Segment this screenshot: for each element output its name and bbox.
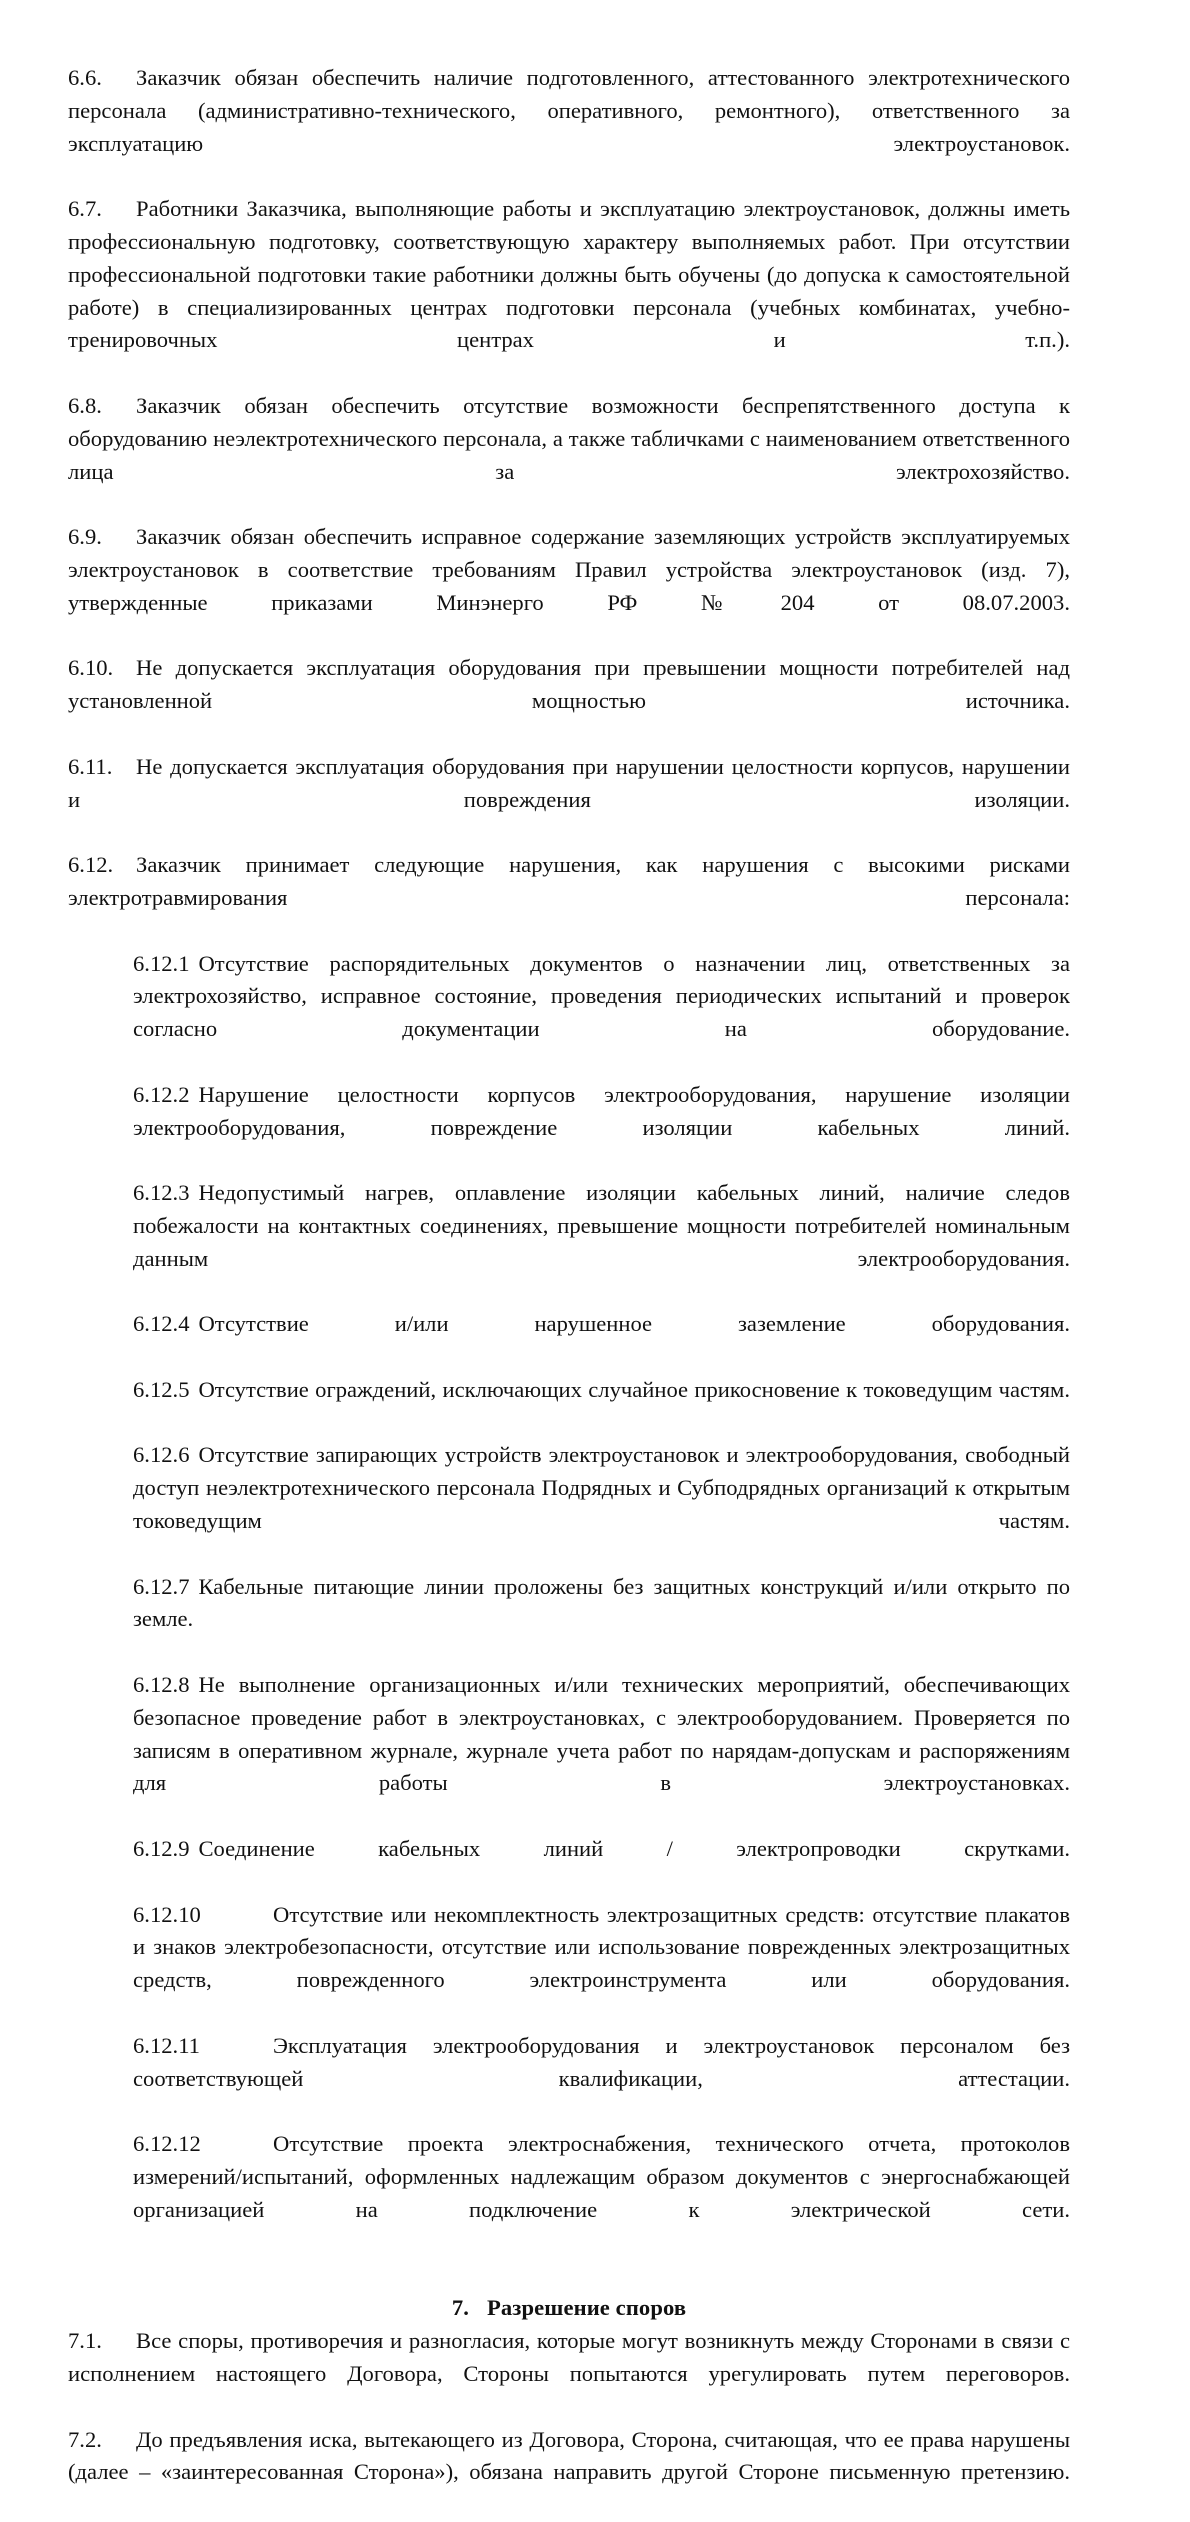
subclause-6-12-4 xyxy=(68,1308,1070,1374)
clause-number: 7.2. xyxy=(68,2426,102,2452)
subclause-6-12-6 xyxy=(68,1439,1070,1570)
subclause-number: 6.12.10 xyxy=(133,1901,201,1927)
clause-text: Работники Заказчика, выполняющие работы и эксплуатацию электроустановок, должны иметь профессиональную подготовку, соответствующую характеру выполняемых работ. При отсутствии профессиональной подготовки такие работники должны быть обучены (до допуска к самостоятельной работе) в специализированных центрах подготовки персонала (учебных комбинатах, учебно-тренировочных центрах и т.п.). xyxy=(68,196,1070,353)
subclause-number: 6.12.1 xyxy=(133,950,190,976)
subclause-text: Не выполнение организационных и/или технических мероприятий, обеспечивающих безопасное проведение работ в электроустановках, с электрооборудованием. Проверяется по записям в оперативном журнале, журнале учета работ по нарядам-допускам и распоряжениям для работы в электроустановках. xyxy=(133,1672,1070,1796)
subclause-6-12-7 xyxy=(68,1571,1070,1669)
clause-number: 6.11. xyxy=(68,753,113,779)
subclause-text: Отсутствие ограждений, исключающих случайное прикосновение к токоведущим частям. xyxy=(198,1376,1070,1402)
subclause-text: Кабельные питающие линии проложены без защитных конструкций и/или открыто по земле. xyxy=(133,1573,1070,1632)
clause-text: Не допускается эксплуатация оборудования при превышении мощности потребителей над установленной мощностью источника. xyxy=(68,655,1070,714)
subclause-text: Отсутствие запирающих устройств электроустановок и электрооборудования, свободный доступ неэлектротехнического персонала Подрядных и Субподрядных организаций к открытым токоведущим частям. xyxy=(133,1442,1070,1534)
clause-text: Все споры, противоречия и разногласия, которые могут возникнуть между Сторонами в связи с исполнением настоящего Договора, Стороны попытаются урегулировать путем переговоров. xyxy=(68,2328,1070,2386)
clause-number: 6.8. xyxy=(68,392,102,418)
subclause-6-12-11 xyxy=(68,2030,1070,2128)
subclause-text: Недопустимый нагрев, оплавление изоляции кабельных линий, наличие следов побежалости на контактных соединениях, превышение мощности потребителей номинальным данным электрооборудования. xyxy=(133,1180,1070,1271)
clause-text: Заказчик обязан обеспечить наличие подготовленного, аттестованного электротехнического персонала (административно-технического, оперативного, ремонтного), ответственного за эксплуатацию электроустановок. xyxy=(68,65,1070,156)
clause-number: 6.7. xyxy=(68,196,102,222)
clause-6-8 xyxy=(68,390,1070,521)
subclause-6-12-1 xyxy=(68,948,1070,1079)
subclause-text: Эксплуатация электрооборудования и электроустановок персоналом без соответствующей квалификации, аттестации. xyxy=(133,2032,1070,2091)
subclause-6-12-5 xyxy=(68,1374,1070,1440)
subclause-text: Отсутствие проекта электроснабжения, технического отчета, протоколов измерений/испытаний, оформленных надлежащим образом документов с энергоснабжающей организацией на подключение к электрической сети. xyxy=(133,2131,1070,2222)
subclause-number: 6.12.4 xyxy=(133,1311,190,1337)
clause-7-1 xyxy=(68,2325,1070,2423)
subclause-6-12-10 xyxy=(68,1899,1070,2030)
clause-number: 7.1. xyxy=(68,2328,102,2354)
clause-7-2 xyxy=(68,2424,1070,2522)
clause-number: 6.6. xyxy=(68,65,102,90)
subclause-number: 6.12.6 xyxy=(133,1442,190,1468)
subclause-6-12-9 xyxy=(68,1833,1070,1899)
subclause-number: 6.12.3 xyxy=(133,1180,190,1206)
clause-number: 6.10. xyxy=(68,655,114,681)
subclause-number: 6.12.11 xyxy=(133,2032,200,2058)
subclause-6-12-2 xyxy=(68,1079,1070,1177)
subclause-text: Отсутствие и/или нарушенное заземление оборудования. xyxy=(198,1311,1070,1337)
clause-text: Заказчик обязан обеспечить исправное содержание заземляющих устройств эксплуатируемых электроустановок в соответствие требованиям Правил устройства электроустановок (изд. 7), утвержденные приказами Минэнерго РФ №204 от 08.07.2003. xyxy=(68,524,1070,615)
subclause-number: 6.12.7 xyxy=(133,1573,190,1599)
clause-6-10 xyxy=(68,652,1070,750)
section-7-heading xyxy=(68,2292,1070,2325)
section-heading-title: Разрешение споров xyxy=(487,2295,687,2321)
subclause-text: Отсутствие распорядительных документов о назначении лиц, ответственных за электрохозяйство, исправное состояние, проведения периодических испытаний и проверок согласно документации на оборудование. xyxy=(133,950,1070,1042)
clause-6-6 xyxy=(68,62,1070,193)
subclause-number: 6.12.12 xyxy=(133,2131,201,2157)
document-body xyxy=(68,62,1070,2522)
clause-6-12 xyxy=(68,849,1070,947)
clause-6-9 xyxy=(68,521,1070,652)
subclause-text: Нарушение целостности корпусов электрооборудования, нарушение изоляции электрооборудования, повреждение изоляции кабельных линий. xyxy=(133,1081,1070,1140)
clause-text: Не допускается эксплуатация оборудования при нарушении целостности корпусов, нарушении и повреждения изоляции. xyxy=(68,753,1070,812)
subclause-text: Отсутствие или некомплектность электрозащитных средств: отсутствие плакатов и знаков электробезопасности, отсутствие или использование поврежденных электрозащитных средств, поврежденного электроинструмента или оборудования. xyxy=(133,1901,1070,1993)
clause-text: Заказчик обязан обеспечить отсутствие возможности беспрепятственного доступа к оборудованию неэлектротехнического персонала, а также табличками с наименованием ответственного лица за электрохозяйство. xyxy=(68,392,1070,484)
clause-number: 6.12. xyxy=(68,852,114,878)
clause-6-7 xyxy=(68,193,1070,390)
subclause-6-12-3 xyxy=(68,1177,1070,1308)
clause-number: 6.9. xyxy=(68,524,102,550)
subclause-number: 6.12.9 xyxy=(133,1836,190,1862)
section-heading-number: 7. xyxy=(451,2295,469,2321)
clause-text: До предъявления иска, вытекающего из Договора, Сторона, считающая, что ее права нарушены (далее – «заинтересованная Сторона»), обязана направить другой Стороне письменную претензию. xyxy=(68,2426,1070,2485)
subclause-6-12-12 xyxy=(68,2128,1070,2259)
subclause-number: 6.12.8 xyxy=(133,1672,190,1698)
subclause-number: 6.12.5 xyxy=(133,1376,190,1402)
subclause-number: 6.12.2 xyxy=(133,1081,190,1107)
subclause-6-12-8 xyxy=(68,1669,1070,1833)
clause-6-11 xyxy=(68,751,1070,849)
subclause-text: Соединение кабельных линий / электропроводки скрутками. xyxy=(198,1836,1070,1862)
clause-text: Заказчик принимает следующие нарушения, как нарушения с высокими рисками электротравмирования персонала: xyxy=(68,852,1070,910)
